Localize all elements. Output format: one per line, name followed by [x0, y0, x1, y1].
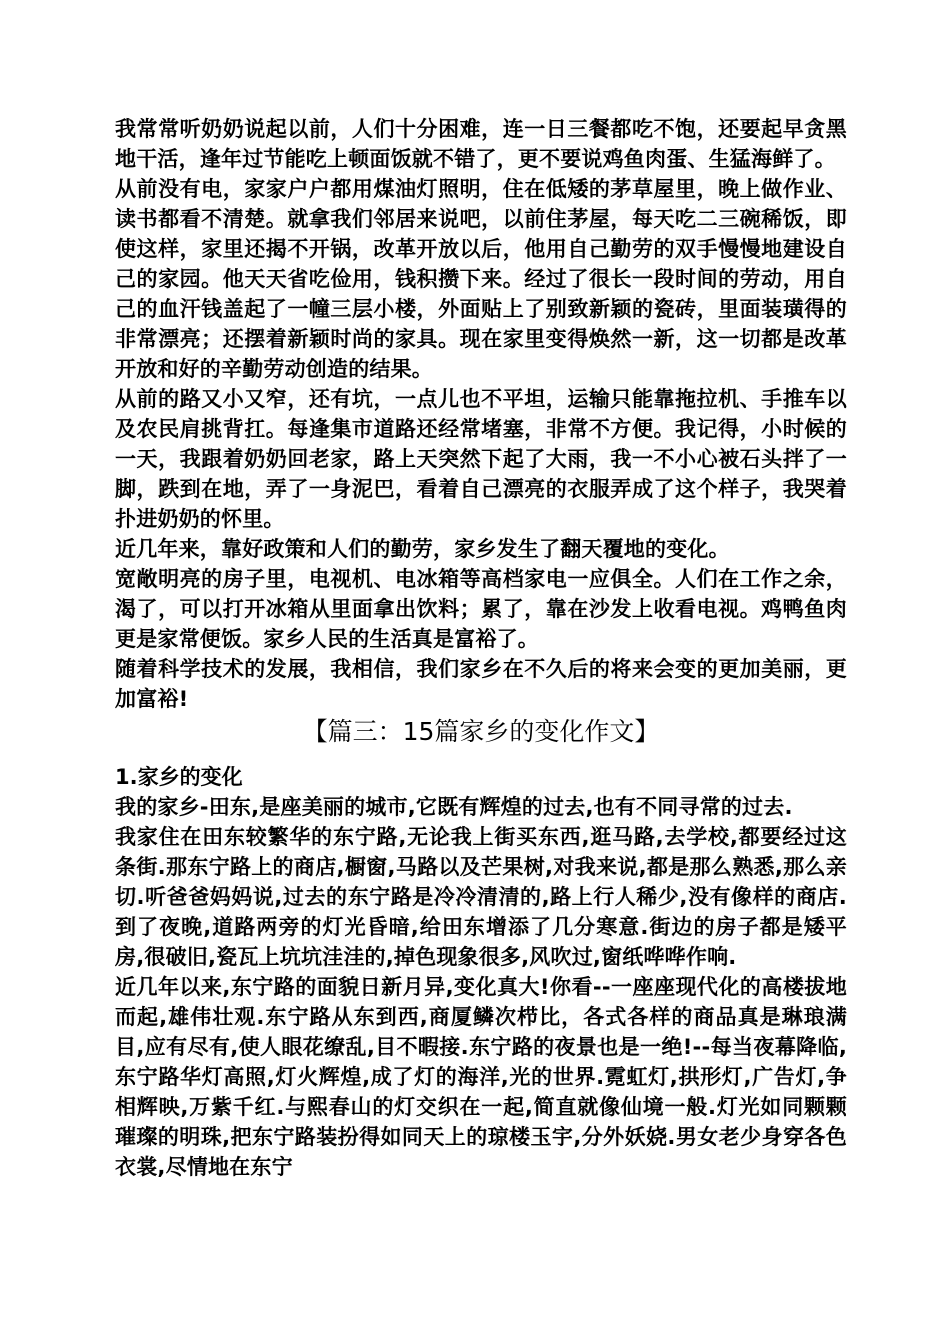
essay-title: 1.家乡的变化 [115, 765, 243, 789]
paragraph-future: 随着科学技术的发展，我相信，我们家乡在不久后的将来会变的更加美丽，更加富裕! [115, 657, 847, 711]
paragraph-bright-houses: 宽敞明亮的房子里，电视机、电冰箱等高档家电一应俱全。人们在工作之余，渴了，可以打开冰箱从里面拿出饮料；累了，靠在沙发上收看电视。鸡鸭鱼肉更是家常便饭。家乡人民的生活真是富裕了。 [115, 567, 847, 651]
paragraph-tiandong-intro: 我的家乡-田东,是座美丽的城市,它既有辉煌的过去,也有不同寻常的过去. [115, 795, 793, 819]
paragraph-recent-years: 近几年来，靠好政策和人们的勤劳，家乡发生了翻天覆地的变化。 [115, 537, 730, 561]
document-page [115, 114, 847, 1182]
paragraph-dongning-changes: 近几年以来,东宁路的面貌日新月异,变化真大!你看--一座座现代化的高楼拔地而起,雄伟壮观.东宁路从东到西,商厦鳞次栉比，各式各样的商品真是琳琅满目,应有尽有,使人眼花缭乱,目不暇接.东宁路的夜景也是一绝!--每当夜幕降临,东宁路华灯高照,灯火辉煌,成了灯的海洋,光的世界.霓虹灯,拱形灯,广告灯,争相辉映,万紫千红.与熙春山的灯交织在一起,简直就像仙境一般.灯光如同颗颗璀璨的明珠,把东宁路装扮得如同天上的琼楼玉宇,分外妖娆.男女老少身穿各色衣裳,尽情地在东宁 [115, 975, 847, 1179]
paragraph-no-electricity: 从前没有电，家家户户都用煤油灯照明，住在低矮的茅草屋里，晚上做作业、读书都看不清楚。就拿我们邻居来说吧，以前住茅屋，每天吃二三碗稀饭，即使这样，家里还揭不开锅，改革开放以后，他用自己勤劳的双手慢慢地建设自己的家园。他天天省吃俭用，钱积攒下来。经过了很长一段时间的劳动，用自己的血汗钱盖起了一幢三层小楼，外面贴上了别致新颖的瓷砖，里面装璜得的非常漂亮；还摆着新颖时尚的家具。现在家里变得焕然一新，这一切都是改革开放和好的辛勤劳动创造的结果。 [115, 177, 847, 381]
paragraph-old-roads: 从前的路又小又窄，还有坑，一点儿也不平坦，运输只能靠拖拉机、手推车以及农民肩挑背扛。每逢集市道路还经常堵塞，非常不方便。我记得，小时候的一天，我跟着奶奶回老家，路上天突然下起了大雨，我一不小心被石头拌了一脚，跌到在地，弄了一身泥巴，看着自己漂亮的衣服弄成了这个样子，我哭着扑进奶奶的怀里。 [115, 387, 847, 531]
section-heading: 【篇三：15篇家乡的变化作文】 [302, 717, 660, 746]
paragraph-grandma-memories: 我常常听奶奶说起以前，人们十分困难，连一日三餐都吃不饱，还要起早贪黑地干活，逢年过节能吃上顿面饭就不错了，更不要说鸡鱼肉蛋、生猛海鲜了。 [115, 117, 847, 171]
paragraph-dongning-road: 我家住在田东较繁华的东宁路,无论我上街买东西,逛马路,去学校,都要经过这条街.那东宁路上的商店,橱窗,马路以及芒果树,对我来说,都是那么熟悉,那么亲切.听爸爸妈妈说,过去的东宁路是冷冷清清的,路上行人稀少,没有像样的商店.到了夜晚,道路两旁的灯光昏暗,给田东增添了几分寒意.街边的房子都是矮平房,很破旧,瓷瓦上坑坑洼洼的,掉色现象很多,风吹过,窗纸哗哗作响. [115, 825, 847, 969]
